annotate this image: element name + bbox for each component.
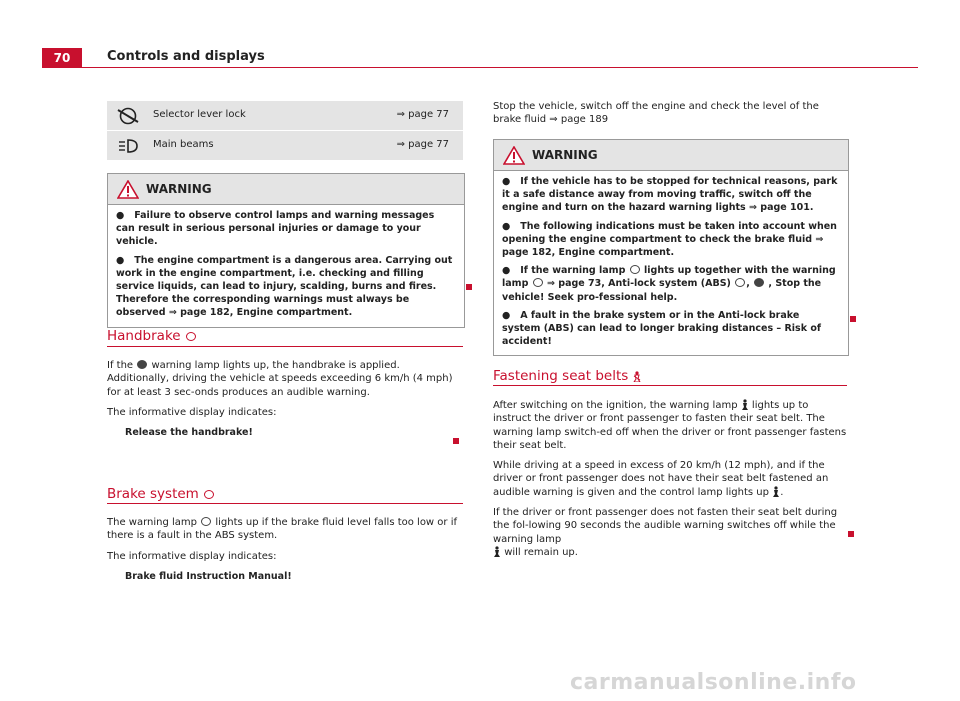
handbrake-lamp-icon	[186, 332, 196, 341]
end-marker	[848, 531, 854, 537]
main-beam-icon	[115, 137, 141, 155]
warning-item: ● If the vehicle has to be stopped for technical reasons, park it a safe distance away from moving traffic, switch off the engine and turn on the hazard warning lights ⇒ page 101.	[502, 176, 838, 214]
table-row	[107, 131, 463, 160]
handbrake-body: If the warning lamp lights up, the handbrake is applied. Additionally, driving the vehicle at speeds exceeding 6 km/h (4 mph) for at least 3 sec-onds produces an audible warning. The informative display indicates: Release the handbrake!	[107, 359, 463, 446]
heading-rule	[493, 385, 847, 386]
seatbelt-heading: Fastening seat belts	[493, 368, 641, 384]
warning-item: ● A fault in the brake system or in the Anti-lock brake system (ABS) can lead to longer braking distances – Risk of accident!	[502, 309, 821, 348]
end-marker	[453, 438, 459, 444]
warning-header	[108, 174, 464, 205]
table-row	[107, 101, 463, 130]
seatbelt-icon	[772, 486, 780, 497]
selector-lever-lock-icon	[115, 107, 141, 125]
brake-body: The warning lamp lights up if the brake fluid level falls too low or if there is a fault in the ABS system. The informative display indicates: Brake fluid Instruction Manual!	[107, 516, 463, 590]
warning-triangle-icon	[117, 180, 139, 199]
warning-item: ● Failure to observe control lamps and warning messages can result in serious personal injuries or damage to your vehicle.	[116, 210, 435, 248]
display-message: Release the handbrake!	[125, 427, 253, 439]
seatbelt-body: After switching on the ignition, the warning lamp lights up to instruct the driver or front passenger to fasten their seat belt. The warning lamp switch-ed off when the driver or front passenger fastens their seat belt. While driving at a speed in excess of 20 km/h (12 mph), and if the driver or front passenger does not have their seat belt fastened an audible warning is given and the control lamp lights up . If the driver or front passenger does not fasten their seat belt during the fol-lowing 90 seconds the audible warning switches off while the warning lamp will remain up.	[493, 400, 847, 558]
page-number: 70	[42, 48, 82, 68]
table-label: Main beams	[153, 139, 214, 150]
warning-title: WARNING	[532, 148, 598, 162]
end-marker	[850, 316, 856, 322]
warning-triangle-icon	[503, 146, 525, 165]
warning-item: ● The following indications must be taken into account when opening the engine compartment to check the brake fluid ⇒ page 182, Engine compartment.	[502, 220, 837, 259]
table-page-ref[interactable]: ⇒ page 77	[396, 109, 449, 120]
handbrake-lamp-icon	[137, 360, 147, 369]
warning-box-right	[493, 139, 849, 356]
brake-lamp-icon	[204, 490, 214, 499]
brake-heading: Brake system	[107, 486, 215, 502]
warning-header	[494, 140, 848, 171]
end-marker	[466, 284, 472, 290]
handbrake-heading: Handbrake	[107, 328, 197, 344]
heading-rule	[107, 346, 463, 347]
brake-lamp-icon	[630, 265, 640, 274]
section-title: Controls and displays	[107, 49, 265, 64]
intro-text: Stop the vehicle, switch off the engine and check the level of the brake fluid ⇒ page 189	[493, 101, 819, 126]
display-message: Brake fluid Instruction Manual!	[125, 570, 292, 582]
warning-item: ● The engine compartment is a dangerous area. Carrying out work in the engine compartment, i.e. checking and filling service liquids, can lead to injury, scalding, burns and fires. Therefore the corresponding warnings must always be observed ⇒ page 182, Engine compartment.	[116, 254, 453, 319]
warning-item: ● If the warning lamp lights up together with the warning lamp ⇒ page 73, Anti-lock system (ABS) , , Stop the vehicle! Seek pro-fessional help.	[502, 265, 836, 303]
seatbelt-icon	[633, 371, 641, 382]
table-page-ref[interactable]: ⇒ page 77	[396, 139, 449, 150]
brake-lamp-icon	[201, 517, 211, 526]
table-label: Selector lever lock	[153, 109, 246, 120]
seatbelt-icon	[741, 399, 749, 410]
warning-box-left	[107, 173, 465, 328]
stop-lamp-icon	[754, 278, 764, 287]
seatbelt-icon	[493, 546, 501, 557]
abs-lamp-icon	[533, 278, 543, 287]
watermark: carmanualsonline.info	[570, 670, 857, 695]
warning-title: WARNING	[146, 182, 212, 196]
heading-rule	[107, 503, 463, 504]
abs-lamp-icon	[735, 278, 745, 287]
header-rule	[42, 67, 918, 68]
